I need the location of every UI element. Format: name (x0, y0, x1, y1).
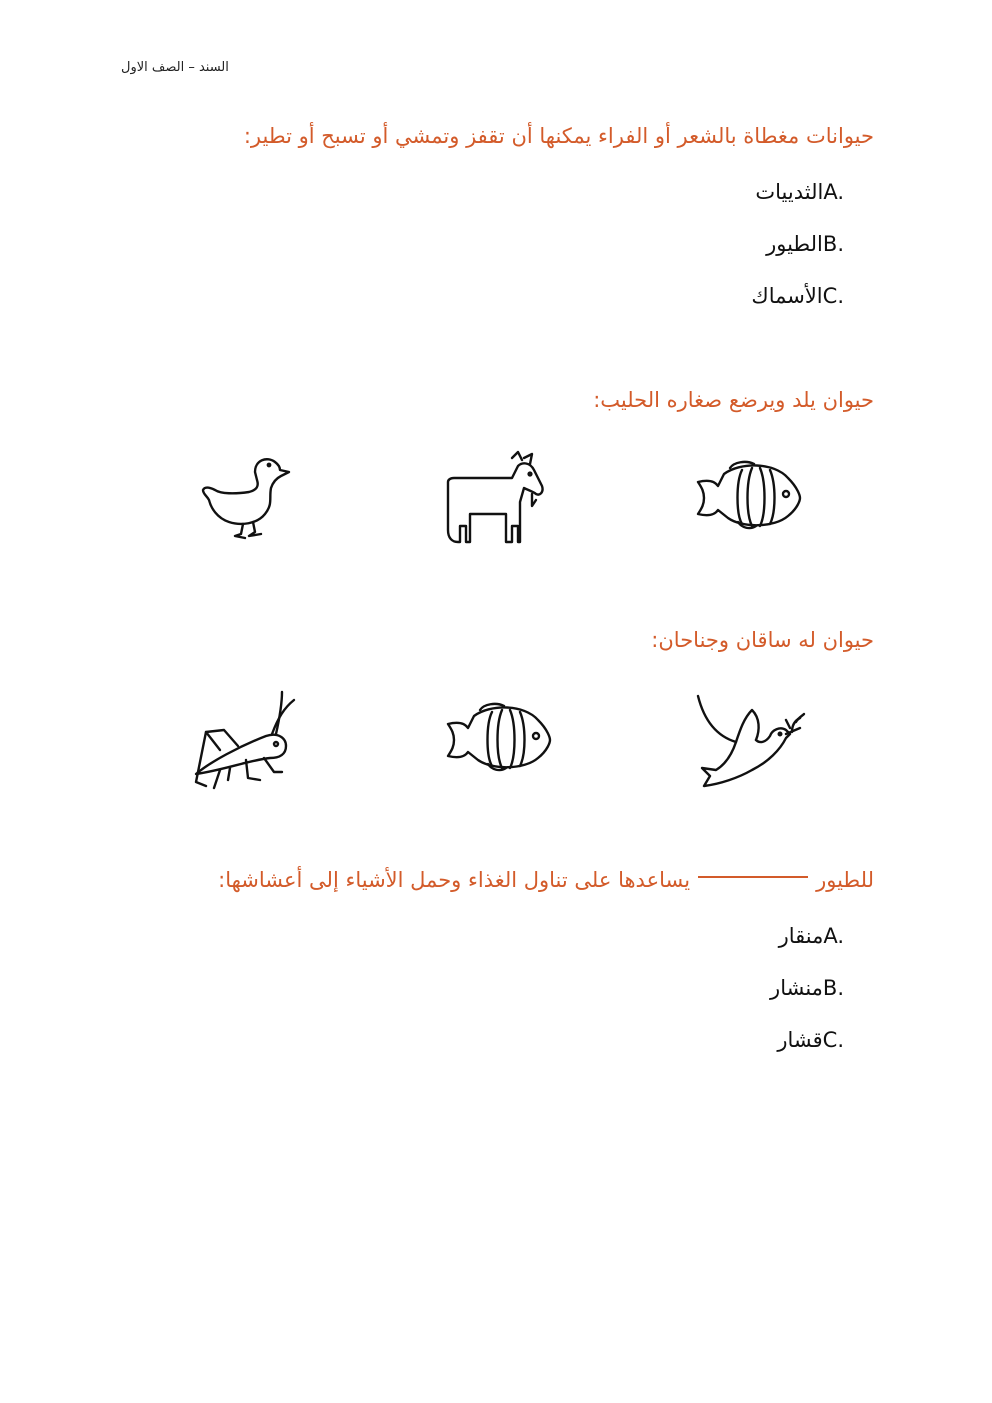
fish-icon[interactable] (690, 458, 805, 532)
q1-option-b[interactable] (760, 232, 844, 256)
q4-option-a[interactable] (773, 924, 844, 948)
q4-option-b[interactable] (764, 976, 844, 1000)
q4-blank-line[interactable] (698, 876, 808, 878)
q4-option-b-text: منشار (770, 976, 823, 1000)
q1-option-b-text: الطيور (766, 232, 823, 256)
q4-option-b-letter: B. (822, 976, 844, 1000)
q4-option-c-letter: C. (822, 1028, 844, 1052)
q4-option-a-text: منقار (778, 924, 824, 948)
q1-option-c-text: الأسماك (751, 284, 823, 308)
question-2-prompt: حيوان يلد ويرضع صغاره الحليب: (593, 388, 874, 412)
q1-option-b-letter: B. (822, 232, 844, 256)
dove-icon[interactable] (690, 690, 810, 792)
duck-icon[interactable] (195, 448, 295, 544)
q4-prompt-start: للطيور (816, 868, 874, 892)
q1-option-a[interactable] (749, 180, 844, 204)
fish-icon[interactable] (440, 700, 555, 774)
q4-prompt-end: يساعدها على تناول الغذاء وحمل الأشياء إلى أعشاشها: (218, 868, 691, 892)
goat-icon[interactable] (440, 448, 555, 548)
question-3-prompt: حيوان له ساقان وجناحان: (651, 628, 874, 652)
q1-option-a-letter: A. (823, 180, 844, 204)
question-4-prompt (218, 868, 874, 892)
question-1-prompt: حيوانات مغطاة بالشعر أو الفراء يمكنها أن تقفز وتمشي أو تسبح أو تطير: (243, 124, 874, 148)
q1-option-a-text: الثدييات (755, 180, 824, 204)
page-header: السند – الصف الاول (121, 60, 229, 75)
q4-option-c-text: قشار (777, 1028, 823, 1052)
q1-option-c[interactable] (745, 284, 844, 308)
q4-option-a-letter: A. (823, 924, 844, 948)
q1-option-c-letter: C. (822, 284, 844, 308)
grasshopper-icon[interactable] (190, 688, 300, 792)
q4-option-c[interactable] (771, 1028, 844, 1052)
